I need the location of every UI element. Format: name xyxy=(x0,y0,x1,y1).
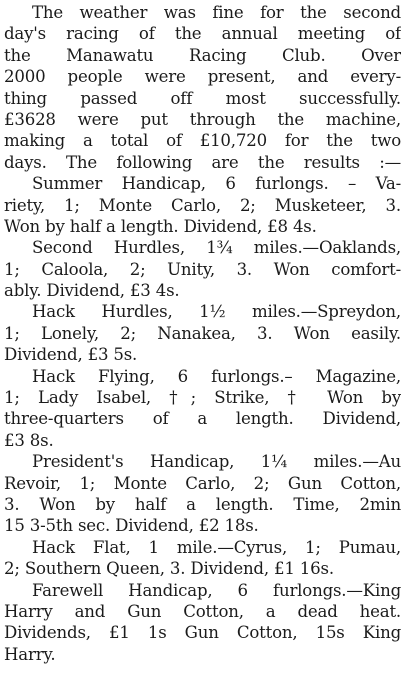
article-line: Revoir, 1; Monte Carlo, 2; Gun Cotton, xyxy=(4,473,401,493)
article-line: 1; Lonely, 2; Nanakea, 3. Won easily. xyxy=(4,323,401,343)
article-line: £3628 were put through the machine, xyxy=(4,109,401,129)
article-line: 1; Lady Isabel, †; Strike, † Won by xyxy=(4,388,401,408)
article-line: day's racing of the annual meeting of xyxy=(4,24,401,44)
article-line: £3 8s. xyxy=(4,430,54,450)
article-line: Farewell Handicap, 6 furlongs.—King xyxy=(32,580,401,600)
article-line: 2; Southern Queen, 3. Dividend, £1 16s. xyxy=(4,559,334,579)
article-line: Won by half a length. Dividend, £8 4s. xyxy=(4,216,317,236)
article-line: President's Handicap, 1¼ miles.—Au xyxy=(32,452,401,472)
article-line: 2000 people were present, and every- xyxy=(4,67,401,87)
article-line: 1; Caloola, 2; Unity, 3. Won comfort- xyxy=(4,259,401,279)
article-line: Harry and Gun Cotton, a dead heat. xyxy=(4,601,401,621)
article-line: Hack Flying, 6 furlongs.– Magazine, xyxy=(32,366,401,386)
article-line: Summer Handicap, 6 furlongs. – Va- xyxy=(32,174,401,194)
article-line: ably. Dividend, £3 4s. xyxy=(4,281,180,301)
article-line: days. The following are the results :— xyxy=(4,152,401,172)
article-line: Dividends, £1 1s Gun Cotton, 15s King xyxy=(4,623,401,643)
newspaper-article xyxy=(4,2,401,691)
article-line: three-quarters of a length. Dividend, xyxy=(4,409,401,429)
article-line: Harry. xyxy=(4,644,56,664)
article-line: riety, 1; Monte Carlo, 2; Musketeer, 3. xyxy=(4,195,401,215)
article-line: The weather was fine for the second xyxy=(32,3,401,22)
article-line: thing passed off most successfully. xyxy=(4,88,401,108)
article-line: Hack Hurdles, 1½ miles.—Spreydon, xyxy=(32,302,401,322)
article-line: 3. Won by half a length. Time, 2min xyxy=(4,494,401,514)
article-line: Dividend, £3 5s. xyxy=(4,345,138,365)
article-line: 15 3-5th sec. Dividend, £2 18s. xyxy=(4,516,259,536)
article-line: the Manawatu Racing Club. Over xyxy=(4,45,401,65)
article-line: making a total of £10,720 for the two xyxy=(4,131,401,151)
article-line: Second Hurdles, 1¾ miles.—Oaklands, xyxy=(32,238,401,258)
article-line: Hack Flat, 1 mile.—Cyrus, 1; Pumau, xyxy=(32,537,401,557)
